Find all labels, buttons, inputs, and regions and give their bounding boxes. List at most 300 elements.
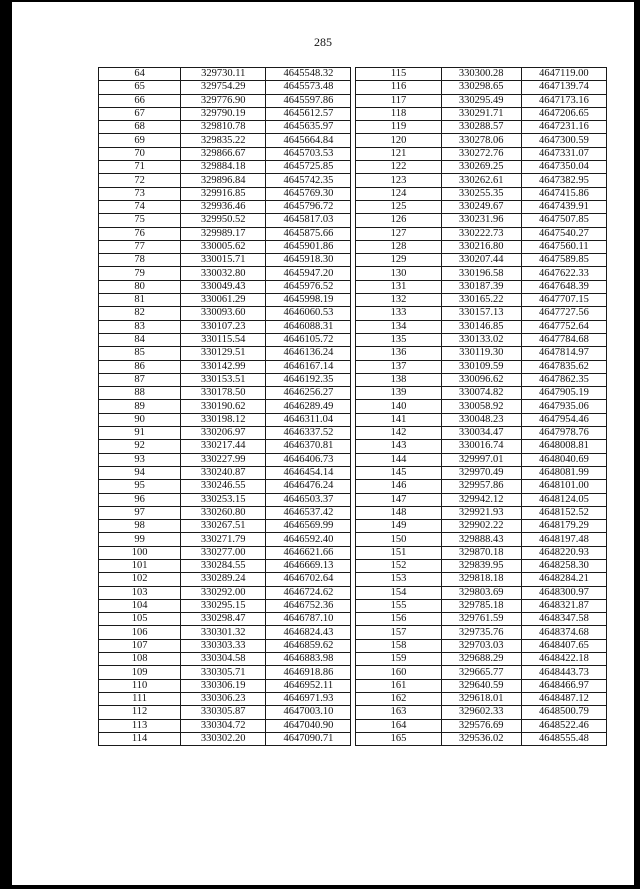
right-y-coordinate-cell: 4647331.07 (521, 147, 606, 160)
coordinate-table (98, 67, 607, 746)
right-x-coordinate-cell: 330222.73 (441, 227, 521, 240)
left-y-coordinate-cell: 4645769.30 (266, 187, 351, 200)
left-x-coordinate-cell: 330295.15 (181, 599, 266, 612)
right-point-number-cell: 159 (356, 653, 441, 666)
right-point-number-cell: 126 (356, 214, 441, 227)
left-x-coordinate-cell: 329790.19 (181, 107, 266, 120)
table-row (99, 294, 607, 307)
right-y-coordinate-cell: 4647862.35 (521, 373, 606, 386)
left-point-number-cell: 81 (99, 294, 181, 307)
right-point-number-cell: 123 (356, 174, 441, 187)
left-point-number-cell: 73 (99, 187, 181, 200)
left-y-coordinate-cell: 4646724.62 (266, 586, 351, 599)
left-point-number-cell: 67 (99, 107, 181, 120)
left-y-coordinate-cell: 4647090.71 (266, 732, 351, 745)
left-x-coordinate-cell: 330107.23 (181, 320, 266, 333)
left-y-coordinate-cell: 4645998.19 (266, 294, 351, 307)
right-y-coordinate-cell: 4648040.69 (521, 453, 606, 466)
left-point-number-cell: 94 (99, 466, 181, 479)
table-row (99, 227, 607, 240)
right-point-number-cell: 147 (356, 493, 441, 506)
left-point-number-cell: 108 (99, 653, 181, 666)
left-x-coordinate-cell: 330015.71 (181, 254, 266, 267)
right-y-coordinate-cell: 4647707.15 (521, 294, 606, 307)
table-row (99, 373, 607, 386)
left-y-coordinate-cell: 4646952.11 (266, 679, 351, 692)
table-row (99, 134, 607, 147)
left-point-number-cell: 78 (99, 254, 181, 267)
left-point-number-cell: 92 (99, 440, 181, 453)
right-y-coordinate-cell: 4647560.11 (521, 240, 606, 253)
table-row (99, 360, 607, 373)
table-row (99, 653, 607, 666)
left-y-coordinate-cell: 4645947.20 (266, 267, 351, 280)
table-row (99, 240, 607, 253)
right-x-coordinate-cell: 330146.85 (441, 320, 521, 333)
right-point-number-cell: 117 (356, 94, 441, 107)
right-x-coordinate-cell: 330096.62 (441, 373, 521, 386)
right-x-coordinate-cell: 329957.86 (441, 480, 521, 493)
table-row (99, 599, 607, 612)
right-point-number-cell: 162 (356, 692, 441, 705)
left-point-number-cell: 72 (99, 174, 181, 187)
left-x-coordinate-cell: 330061.29 (181, 294, 266, 307)
left-y-coordinate-cell: 4646918.86 (266, 666, 351, 679)
left-y-coordinate-cell: 4645976.52 (266, 280, 351, 293)
left-y-coordinate-cell: 4645901.86 (266, 240, 351, 253)
left-y-coordinate-cell: 4646971.93 (266, 692, 351, 705)
left-y-coordinate-cell: 4646167.14 (266, 360, 351, 373)
left-x-coordinate-cell: 329936.46 (181, 200, 266, 213)
right-y-coordinate-cell: 4648466.97 (521, 679, 606, 692)
right-y-coordinate-cell: 4647540.27 (521, 227, 606, 240)
right-x-coordinate-cell: 329942.12 (441, 493, 521, 506)
left-y-coordinate-cell: 4646621.66 (266, 546, 351, 559)
left-x-coordinate-cell: 330115.54 (181, 333, 266, 346)
left-x-coordinate-cell: 330267.51 (181, 520, 266, 533)
right-point-number-cell: 122 (356, 161, 441, 174)
left-x-coordinate-cell: 330246.55 (181, 480, 266, 493)
table-row (99, 347, 607, 360)
left-point-number-cell: 96 (99, 493, 181, 506)
right-x-coordinate-cell: 329785.18 (441, 599, 521, 612)
left-x-coordinate-cell: 330306.19 (181, 679, 266, 692)
left-point-number-cell: 111 (99, 692, 181, 705)
left-point-number-cell: 76 (99, 227, 181, 240)
table-row (99, 333, 607, 346)
right-y-coordinate-cell: 4647784.68 (521, 333, 606, 346)
left-x-coordinate-cell: 329989.17 (181, 227, 266, 240)
table-row (99, 174, 607, 187)
right-y-coordinate-cell: 4648522.46 (521, 719, 606, 732)
left-point-number-cell: 104 (99, 599, 181, 612)
right-point-number-cell: 118 (356, 107, 441, 120)
right-x-coordinate-cell: 330288.57 (441, 121, 521, 134)
left-point-number-cell: 98 (99, 520, 181, 533)
right-point-number-cell: 153 (356, 573, 441, 586)
right-y-coordinate-cell: 4648179.29 (521, 520, 606, 533)
right-point-number-cell: 119 (356, 121, 441, 134)
right-point-number-cell: 141 (356, 413, 441, 426)
left-y-coordinate-cell: 4646752.36 (266, 599, 351, 612)
left-x-coordinate-cell: 330301.32 (181, 626, 266, 639)
left-x-coordinate-cell: 330142.99 (181, 360, 266, 373)
right-y-coordinate-cell: 4648374.68 (521, 626, 606, 639)
left-point-number-cell: 84 (99, 333, 181, 346)
table-row (99, 732, 607, 745)
left-x-coordinate-cell: 330190.62 (181, 400, 266, 413)
left-point-number-cell: 87 (99, 373, 181, 386)
table-row (99, 427, 607, 440)
left-y-coordinate-cell: 4646503.37 (266, 493, 351, 506)
right-x-coordinate-cell: 329688.29 (441, 653, 521, 666)
table-row (99, 161, 607, 174)
table-row (99, 307, 607, 320)
right-x-coordinate-cell: 329839.95 (441, 559, 521, 572)
right-y-coordinate-cell: 4647350.04 (521, 161, 606, 174)
right-y-coordinate-cell: 4648321.87 (521, 599, 606, 612)
left-point-number-cell: 103 (99, 586, 181, 599)
left-y-coordinate-cell: 4646669.13 (266, 559, 351, 572)
left-point-number-cell: 74 (99, 200, 181, 213)
left-point-number-cell: 91 (99, 427, 181, 440)
right-x-coordinate-cell: 330262.61 (441, 174, 521, 187)
right-y-coordinate-cell: 4647231.16 (521, 121, 606, 134)
right-x-coordinate-cell: 329818.18 (441, 573, 521, 586)
left-point-number-cell: 83 (99, 320, 181, 333)
left-x-coordinate-cell: 329730.11 (181, 68, 266, 81)
left-point-number-cell: 66 (99, 94, 181, 107)
left-y-coordinate-cell: 4646592.40 (266, 533, 351, 546)
right-y-coordinate-cell: 4647954.46 (521, 413, 606, 426)
right-y-coordinate-cell: 4647119.00 (521, 68, 606, 81)
right-x-coordinate-cell: 329870.18 (441, 546, 521, 559)
left-y-coordinate-cell: 4646537.42 (266, 506, 351, 519)
left-y-coordinate-cell: 4646105.72 (266, 333, 351, 346)
right-point-number-cell: 151 (356, 546, 441, 559)
right-y-coordinate-cell: 4647978.76 (521, 427, 606, 440)
right-y-coordinate-cell: 4648152.52 (521, 506, 606, 519)
table-row (99, 586, 607, 599)
right-y-coordinate-cell: 4648555.48 (521, 732, 606, 745)
left-point-number-cell: 101 (99, 559, 181, 572)
right-point-number-cell: 145 (356, 466, 441, 479)
left-x-coordinate-cell: 330240.87 (181, 466, 266, 479)
left-x-coordinate-cell: 330304.72 (181, 719, 266, 732)
table-row (99, 147, 607, 160)
page-number: 285 (314, 35, 332, 49)
left-y-coordinate-cell: 4645875.66 (266, 227, 351, 240)
left-point-number-cell: 105 (99, 613, 181, 626)
left-x-coordinate-cell: 330049.43 (181, 280, 266, 293)
right-point-number-cell: 130 (356, 267, 441, 280)
left-point-number-cell: 113 (99, 719, 181, 732)
left-x-coordinate-cell: 330271.79 (181, 533, 266, 546)
right-x-coordinate-cell: 330048.23 (441, 413, 521, 426)
left-point-number-cell: 70 (99, 147, 181, 160)
right-y-coordinate-cell: 4647648.39 (521, 280, 606, 293)
right-x-coordinate-cell: 330207.44 (441, 254, 521, 267)
right-x-coordinate-cell: 330272.76 (441, 147, 521, 160)
table-row (99, 533, 607, 546)
left-y-coordinate-cell: 4645918.30 (266, 254, 351, 267)
right-x-coordinate-cell: 330249.67 (441, 200, 521, 213)
coordinate-table-body (99, 68, 607, 746)
left-point-number-cell: 69 (99, 134, 181, 147)
right-point-number-cell: 133 (356, 307, 441, 320)
left-point-number-cell: 100 (99, 546, 181, 559)
table-row (99, 267, 607, 280)
right-x-coordinate-cell: 329602.33 (441, 706, 521, 719)
right-x-coordinate-cell: 330074.82 (441, 387, 521, 400)
right-x-coordinate-cell: 330058.92 (441, 400, 521, 413)
left-point-number-cell: 99 (99, 533, 181, 546)
table-row (99, 573, 607, 586)
table-row (99, 679, 607, 692)
left-point-number-cell: 68 (99, 121, 181, 134)
left-x-coordinate-cell: 330277.00 (181, 546, 266, 559)
right-y-coordinate-cell: 4648124.05 (521, 493, 606, 506)
left-y-coordinate-cell: 4645742.35 (266, 174, 351, 187)
left-y-coordinate-cell: 4646883.98 (266, 653, 351, 666)
left-point-number-cell: 82 (99, 307, 181, 320)
left-y-coordinate-cell: 4646787.10 (266, 613, 351, 626)
left-point-number-cell: 71 (99, 161, 181, 174)
table-row (99, 68, 607, 81)
left-x-coordinate-cell: 329754.29 (181, 81, 266, 94)
left-x-coordinate-cell: 330253.15 (181, 493, 266, 506)
right-x-coordinate-cell: 329921.93 (441, 506, 521, 519)
right-y-coordinate-cell: 4648081.99 (521, 466, 606, 479)
table-row (99, 81, 607, 94)
right-y-coordinate-cell: 4647752.64 (521, 320, 606, 333)
left-y-coordinate-cell: 4646702.64 (266, 573, 351, 586)
left-y-coordinate-cell: 4646060.53 (266, 307, 351, 320)
right-y-coordinate-cell: 4648407.65 (521, 639, 606, 652)
right-y-coordinate-cell: 4648347.58 (521, 613, 606, 626)
right-x-coordinate-cell: 329902.22 (441, 520, 521, 533)
table-row (99, 546, 607, 559)
table-row (99, 254, 607, 267)
right-x-coordinate-cell: 329618.01 (441, 692, 521, 705)
left-point-number-cell: 79 (99, 267, 181, 280)
left-x-coordinate-cell: 329835.22 (181, 134, 266, 147)
right-x-coordinate-cell: 329536.02 (441, 732, 521, 745)
right-y-coordinate-cell: 4648500.79 (521, 706, 606, 719)
right-point-number-cell: 128 (356, 240, 441, 253)
left-x-coordinate-cell: 330305.87 (181, 706, 266, 719)
left-point-number-cell: 80 (99, 280, 181, 293)
right-point-number-cell: 158 (356, 639, 441, 652)
table-row (99, 107, 607, 120)
left-x-coordinate-cell: 329866.67 (181, 147, 266, 160)
left-x-coordinate-cell: 330178.50 (181, 387, 266, 400)
right-point-number-cell: 127 (356, 227, 441, 240)
left-point-number-cell: 110 (99, 679, 181, 692)
left-y-coordinate-cell: 4645635.97 (266, 121, 351, 134)
left-y-coordinate-cell: 4645548.32 (266, 68, 351, 81)
right-point-number-cell: 146 (356, 480, 441, 493)
right-y-coordinate-cell: 4647206.65 (521, 107, 606, 120)
right-y-coordinate-cell: 4647507.85 (521, 214, 606, 227)
right-x-coordinate-cell: 329703.03 (441, 639, 521, 652)
left-point-number-cell: 114 (99, 732, 181, 745)
left-x-coordinate-cell: 330306.23 (181, 692, 266, 705)
left-point-number-cell: 65 (99, 81, 181, 94)
right-x-coordinate-cell: 330231.96 (441, 214, 521, 227)
left-x-coordinate-cell: 330298.47 (181, 613, 266, 626)
right-y-coordinate-cell: 4647835.62 (521, 360, 606, 373)
left-y-coordinate-cell: 4645817.03 (266, 214, 351, 227)
right-x-coordinate-cell: 330196.58 (441, 267, 521, 280)
table-row (99, 666, 607, 679)
right-point-number-cell: 115 (356, 68, 441, 81)
left-y-coordinate-cell: 4646824.43 (266, 626, 351, 639)
right-x-coordinate-cell: 330300.28 (441, 68, 521, 81)
left-y-coordinate-cell: 4646311.04 (266, 413, 351, 426)
right-point-number-cell: 155 (356, 599, 441, 612)
right-x-coordinate-cell: 330157.13 (441, 307, 521, 320)
left-x-coordinate-cell: 330217.44 (181, 440, 266, 453)
right-point-number-cell: 116 (356, 81, 441, 94)
table-row (99, 387, 607, 400)
right-y-coordinate-cell: 4648008.81 (521, 440, 606, 453)
table-row (99, 200, 607, 213)
table-row (99, 480, 607, 493)
right-point-number-cell: 135 (356, 333, 441, 346)
right-point-number-cell: 161 (356, 679, 441, 692)
left-x-coordinate-cell: 330289.24 (181, 573, 266, 586)
right-x-coordinate-cell: 330034.47 (441, 427, 521, 440)
right-point-number-cell: 156 (356, 613, 441, 626)
right-y-coordinate-cell: 4648487.12 (521, 692, 606, 705)
left-point-number-cell: 95 (99, 480, 181, 493)
left-x-coordinate-cell: 329916.85 (181, 187, 266, 200)
left-point-number-cell: 106 (99, 626, 181, 639)
right-x-coordinate-cell: 330255.35 (441, 187, 521, 200)
left-y-coordinate-cell: 4647040.90 (266, 719, 351, 732)
right-point-number-cell: 149 (356, 520, 441, 533)
right-y-coordinate-cell: 4648284.21 (521, 573, 606, 586)
left-point-number-cell: 107 (99, 639, 181, 652)
right-point-number-cell: 136 (356, 347, 441, 360)
document-page (12, 2, 634, 885)
right-x-coordinate-cell: 330016.74 (441, 440, 521, 453)
right-y-coordinate-cell: 4648101.00 (521, 480, 606, 493)
right-x-coordinate-cell: 330298.65 (441, 81, 521, 94)
right-x-coordinate-cell: 330187.39 (441, 280, 521, 293)
left-y-coordinate-cell: 4645597.86 (266, 94, 351, 107)
right-x-coordinate-cell: 329761.59 (441, 613, 521, 626)
left-x-coordinate-cell: 330284.55 (181, 559, 266, 572)
right-y-coordinate-cell: 4647622.33 (521, 267, 606, 280)
left-x-coordinate-cell: 330032.80 (181, 267, 266, 280)
table-row (99, 440, 607, 453)
table-row (99, 400, 607, 413)
right-y-coordinate-cell: 4647415.86 (521, 187, 606, 200)
right-x-coordinate-cell: 329665.77 (441, 666, 521, 679)
right-y-coordinate-cell: 4647300.59 (521, 134, 606, 147)
right-x-coordinate-cell: 329970.49 (441, 466, 521, 479)
left-x-coordinate-cell: 330305.71 (181, 666, 266, 679)
right-x-coordinate-cell: 330119.30 (441, 347, 521, 360)
right-x-coordinate-cell: 330295.49 (441, 94, 521, 107)
right-y-coordinate-cell: 4648220.93 (521, 546, 606, 559)
table-row (99, 320, 607, 333)
right-point-number-cell: 163 (356, 706, 441, 719)
right-y-coordinate-cell: 4647382.95 (521, 174, 606, 187)
left-point-number-cell: 86 (99, 360, 181, 373)
right-point-number-cell: 139 (356, 387, 441, 400)
right-point-number-cell: 134 (356, 320, 441, 333)
right-y-coordinate-cell: 4647935.06 (521, 400, 606, 413)
left-y-coordinate-cell: 4646088.31 (266, 320, 351, 333)
right-x-coordinate-cell: 330109.59 (441, 360, 521, 373)
right-y-coordinate-cell: 4647727.56 (521, 307, 606, 320)
right-x-coordinate-cell: 329640.59 (441, 679, 521, 692)
right-x-coordinate-cell: 329735.76 (441, 626, 521, 639)
right-point-number-cell: 152 (356, 559, 441, 572)
right-y-coordinate-cell: 4647905.19 (521, 387, 606, 400)
right-point-number-cell: 125 (356, 200, 441, 213)
left-y-coordinate-cell: 4646136.24 (266, 347, 351, 360)
table-row (99, 280, 607, 293)
table-row (99, 453, 607, 466)
left-x-coordinate-cell: 329884.18 (181, 161, 266, 174)
left-x-coordinate-cell: 330304.58 (181, 653, 266, 666)
left-x-coordinate-cell: 330129.51 (181, 347, 266, 360)
right-x-coordinate-cell: 329803.69 (441, 586, 521, 599)
right-point-number-cell: 157 (356, 626, 441, 639)
left-point-number-cell: 89 (99, 400, 181, 413)
table-row (99, 493, 607, 506)
table-row (99, 121, 607, 134)
left-y-coordinate-cell: 4645796.72 (266, 200, 351, 213)
left-x-coordinate-cell: 330206.97 (181, 427, 266, 440)
table-row (99, 94, 607, 107)
right-point-number-cell: 137 (356, 360, 441, 373)
left-x-coordinate-cell: 329896.84 (181, 174, 266, 187)
right-y-coordinate-cell: 4648258.30 (521, 559, 606, 572)
left-point-number-cell: 97 (99, 506, 181, 519)
right-y-coordinate-cell: 4648300.97 (521, 586, 606, 599)
right-point-number-cell: 129 (356, 254, 441, 267)
left-point-number-cell: 112 (99, 706, 181, 719)
left-x-coordinate-cell: 330198.12 (181, 413, 266, 426)
right-y-coordinate-cell: 4648443.73 (521, 666, 606, 679)
left-y-coordinate-cell: 4645664.84 (266, 134, 351, 147)
table-row (99, 466, 607, 479)
right-point-number-cell: 154 (356, 586, 441, 599)
right-x-coordinate-cell: 329997.01 (441, 453, 521, 466)
left-x-coordinate-cell: 330302.20 (181, 732, 266, 745)
right-x-coordinate-cell: 330216.80 (441, 240, 521, 253)
table-row (99, 719, 607, 732)
right-point-number-cell: 160 (356, 666, 441, 679)
right-point-number-cell: 140 (356, 400, 441, 413)
left-point-number-cell: 88 (99, 387, 181, 400)
left-y-coordinate-cell: 4646454.14 (266, 466, 351, 479)
left-point-number-cell: 77 (99, 240, 181, 253)
right-y-coordinate-cell: 4647589.85 (521, 254, 606, 267)
left-y-coordinate-cell: 4646337.52 (266, 427, 351, 440)
right-y-coordinate-cell: 4648422.18 (521, 653, 606, 666)
right-x-coordinate-cell: 330269.25 (441, 161, 521, 174)
right-y-coordinate-cell: 4647439.91 (521, 200, 606, 213)
left-y-coordinate-cell: 4645725.85 (266, 161, 351, 174)
right-point-number-cell: 138 (356, 373, 441, 386)
right-y-coordinate-cell: 4647139.74 (521, 81, 606, 94)
